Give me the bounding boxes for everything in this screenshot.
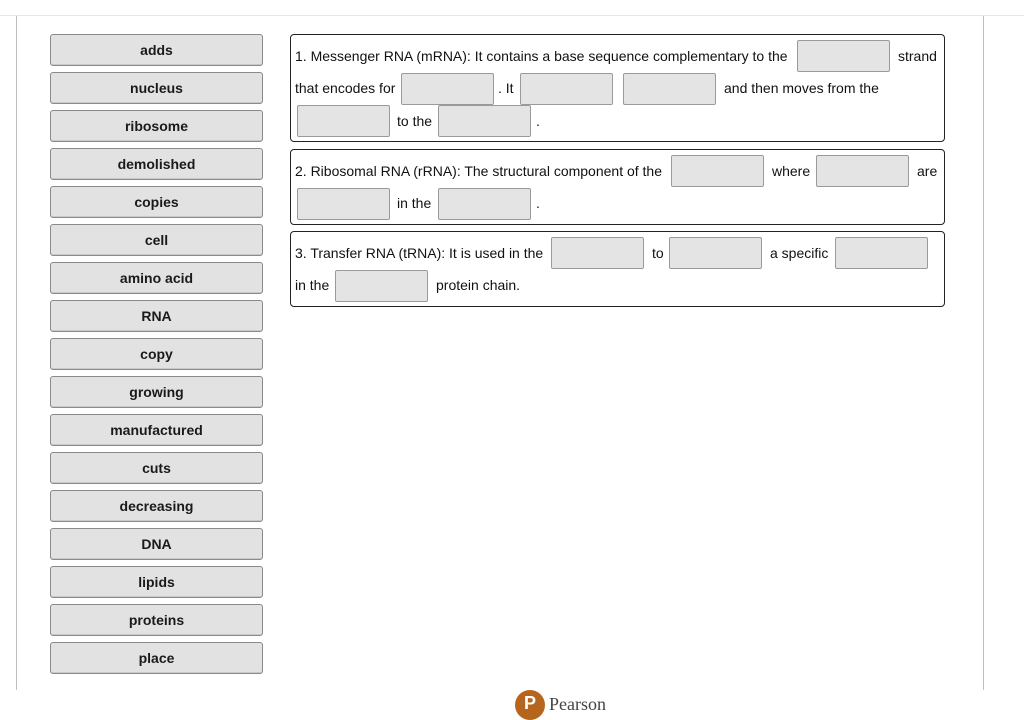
question-1-box — [290, 34, 945, 142]
left-border — [16, 16, 17, 690]
word-chip-amino-acid[interactable]: amino acid — [50, 262, 263, 294]
q1-drop-target-6[interactable] — [438, 105, 531, 137]
q3-drop-target-2[interactable] — [669, 237, 762, 269]
word-chip-ribosome[interactable]: ribosome — [50, 110, 263, 142]
q1-drop-target-1[interactable] — [797, 40, 890, 72]
word-chip-lipids[interactable]: lipids — [50, 566, 263, 598]
q2-where-text: where — [772, 163, 811, 179]
top-divider — [0, 15, 1024, 16]
q1-intro: 1. Messenger RNA (mRNA): It contains a base sequence complementary to the — [295, 48, 788, 64]
q2-are-text: are — [917, 163, 938, 179]
word-chip-manufactured[interactable]: manufactured — [50, 414, 263, 446]
word-chip-rna[interactable]: RNA — [50, 300, 263, 332]
q3-specific-text: a specific — [770, 245, 829, 261]
q2-drop-target-1[interactable] — [671, 155, 764, 187]
q3-drop-target-1[interactable] — [551, 237, 644, 269]
q2-drop-target-4[interactable] — [438, 188, 531, 220]
word-chip-cell[interactable]: cell — [50, 224, 263, 256]
q3-intro: 3. Transfer RNA (tRNA): It is used in the — [295, 245, 544, 261]
q2-in-the-text: in the — [397, 195, 432, 211]
q3-to-text: to — [652, 245, 664, 261]
q1-to-the-text: to the — [397, 113, 433, 129]
q1-period: . — [536, 113, 540, 129]
q3-drop-target-4[interactable] — [335, 270, 428, 302]
word-chip-cuts[interactable]: cuts — [50, 452, 263, 484]
q3-in-the-text: in the — [295, 277, 330, 293]
question-3-box — [290, 231, 945, 307]
q1-encodes-text: that encodes for — [295, 80, 396, 96]
question-2-box — [290, 149, 945, 225]
word-chip-copies[interactable]: copies — [50, 186, 263, 218]
word-chip-adds[interactable]: adds — [50, 34, 263, 66]
word-chip-nucleus[interactable]: nucleus — [50, 72, 263, 104]
word-chip-decreasing[interactable]: decreasing — [50, 490, 263, 522]
q1-moves-text: and then moves from the — [724, 80, 879, 96]
q1-drop-target-5[interactable] — [297, 105, 390, 137]
word-chip-demolished[interactable]: demolished — [50, 148, 263, 180]
q2-drop-target-2[interactable] — [816, 155, 909, 187]
word-chip-dna[interactable]: DNA — [50, 528, 263, 560]
q3-drop-target-3[interactable] — [835, 237, 928, 269]
q1-it-text: . It — [498, 80, 514, 96]
q1-drop-target-3[interactable] — [520, 73, 613, 105]
q3-chain-text: protein chain. — [436, 277, 521, 293]
q2-period: . — [536, 195, 540, 211]
pearson-logo-text: Pearson — [549, 694, 606, 714]
word-chip-place[interactable]: place — [50, 642, 263, 674]
q1-strand-text: strand — [898, 48, 937, 64]
q2-drop-target-3[interactable] — [297, 188, 390, 220]
q1-drop-target-4[interactable] — [623, 73, 716, 105]
word-chip-growing[interactable]: growing — [50, 376, 263, 408]
right-border — [983, 16, 984, 690]
word-chip-copy[interactable]: copy — [50, 338, 263, 370]
pearson-logo-icon: P — [515, 690, 545, 720]
q1-drop-target-2[interactable] — [401, 73, 494, 105]
word-chip-proteins[interactable]: proteins — [50, 604, 263, 636]
q2-intro: 2. Ribosomal RNA (rRNA): The structural component of the — [295, 163, 663, 179]
